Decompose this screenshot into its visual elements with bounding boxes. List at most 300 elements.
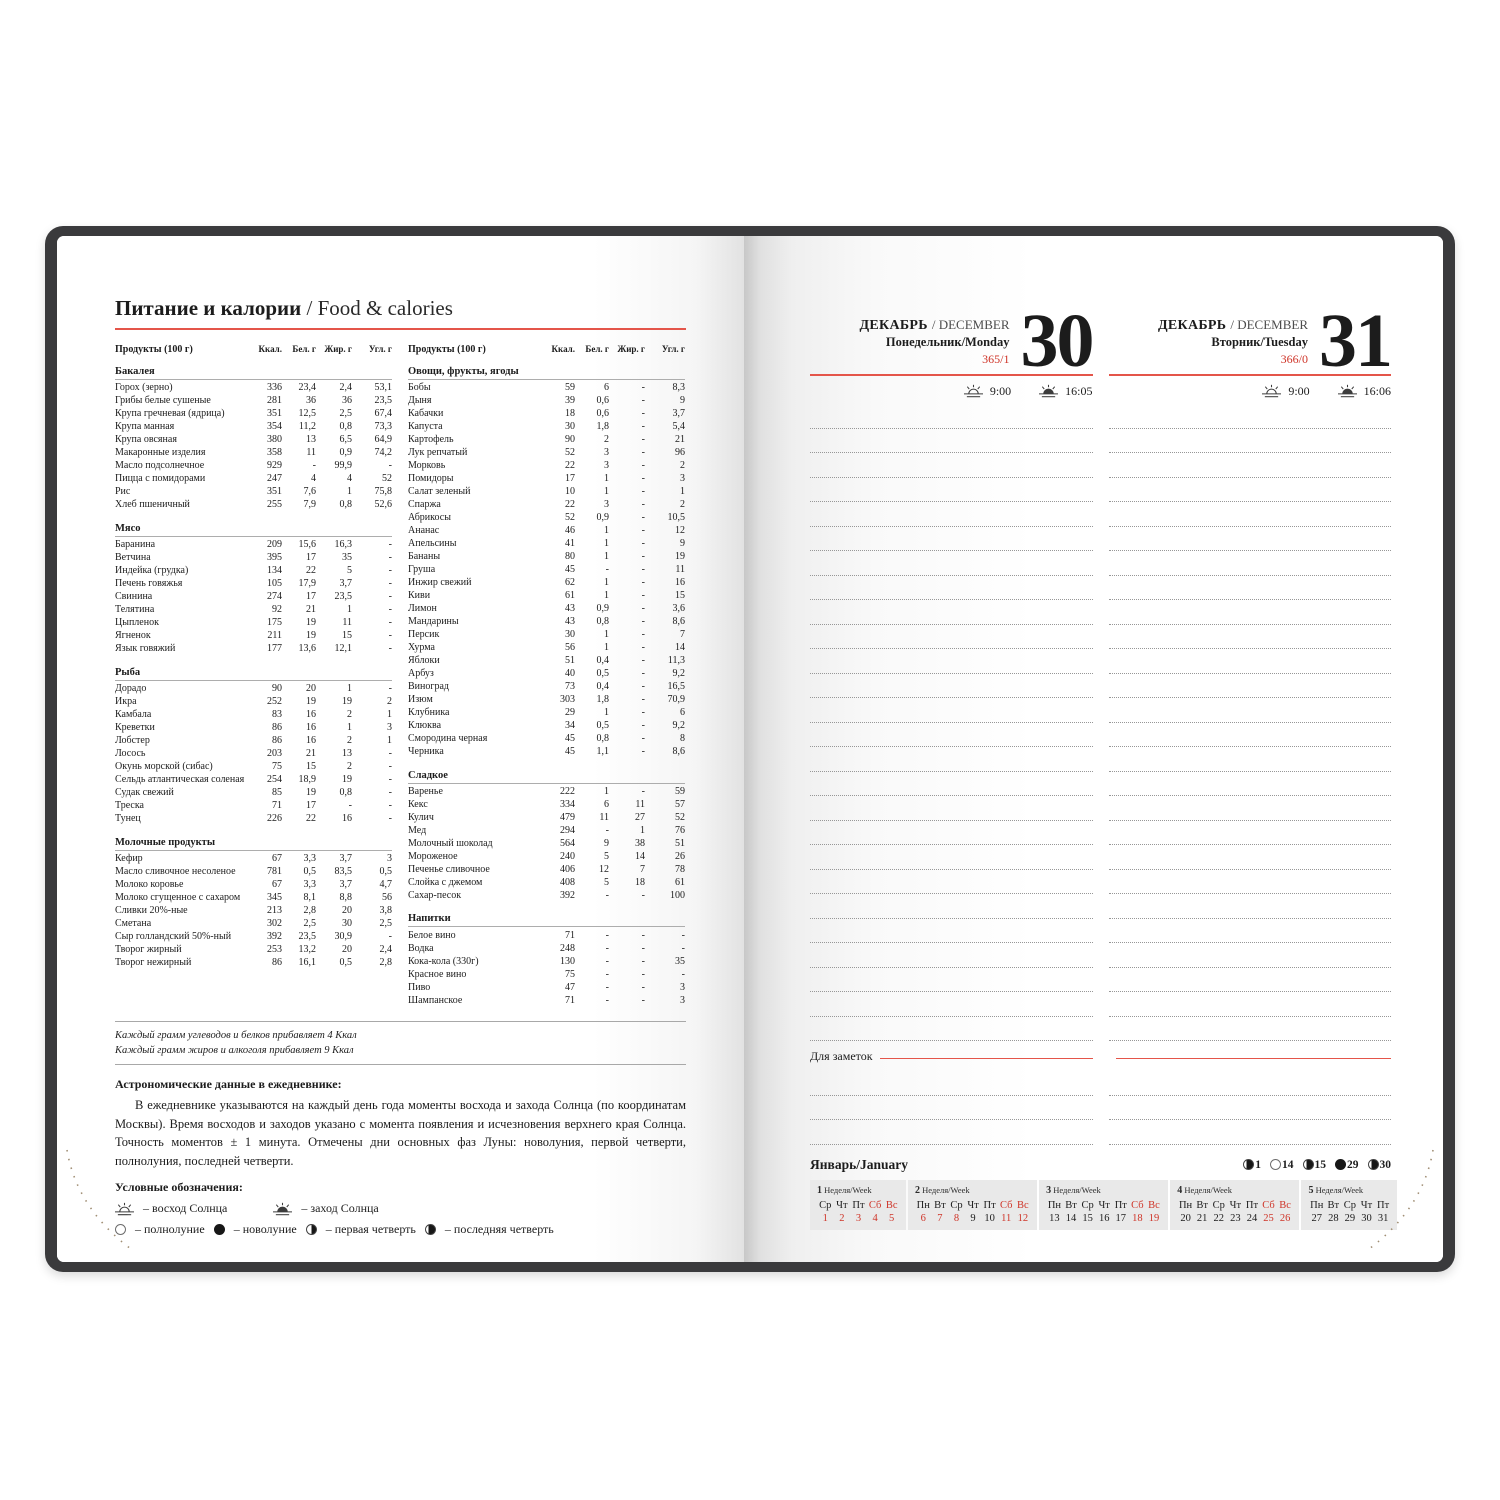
food-value: 395 (267, 552, 282, 564)
note-line (1109, 478, 1392, 503)
food-value: 4 (311, 473, 316, 485)
calendar-day: Чт 2 (836, 1199, 848, 1224)
calendar-day: Пн 6 (916, 1199, 930, 1224)
food-value: 29 (565, 707, 575, 718)
note-line (1109, 747, 1392, 772)
food-name: Абрикосы (408, 512, 451, 524)
food-value: 13,2 (298, 943, 316, 955)
food-row (115, 486, 392, 499)
food-value: 9,2 (672, 719, 685, 731)
food-value: 22 (306, 812, 316, 824)
col-protein-header: Бел. г (585, 344, 609, 354)
food-value: 0,8 (596, 732, 609, 744)
food-value: - (605, 955, 609, 967)
col-carb-header: Угл. г (368, 344, 392, 354)
food-value: - (641, 745, 645, 757)
food-value: 78 (675, 863, 685, 875)
food-value: 3,6 (672, 603, 685, 615)
food-row (408, 746, 685, 759)
food-value: 18,9 (298, 773, 316, 785)
food-value: 2 (680, 499, 685, 511)
food-table-header (408, 344, 685, 355)
food-value: - (641, 434, 645, 446)
food-value: 336 (267, 382, 282, 394)
food-name: Молоко коровье (115, 878, 184, 890)
food-value: 12 (599, 863, 609, 875)
calendar-day: Пн 27 (1310, 1199, 1324, 1224)
food-name: Треска (115, 799, 144, 811)
food-value: 4,7 (379, 878, 392, 890)
col-carb-header: Угл. г (661, 344, 685, 354)
food-value: 15 (306, 761, 316, 772)
weekday-label: Вторник/Tuesday (1211, 335, 1308, 349)
food-row (115, 748, 392, 761)
food-value: 23,5 (298, 930, 316, 942)
food-value: 175 (267, 617, 282, 629)
calendar-day: Вт 7 (934, 1199, 946, 1224)
note-line (1109, 1120, 1392, 1145)
calendar-day: Сб 25 (1262, 1199, 1275, 1224)
food-name: Водка (408, 942, 434, 954)
calendar-grid (810, 1180, 1391, 1230)
moon-phase-item: 30 (1368, 1159, 1392, 1171)
col-fat-header: Жир. г (617, 344, 645, 354)
food-value: 10,5 (667, 512, 685, 524)
food-value: 8,6 (672, 745, 685, 757)
food-value: 0,5 (303, 865, 316, 877)
food-value: 2 (604, 434, 609, 446)
food-value: 3,7 (339, 578, 352, 590)
day-header (1109, 296, 1392, 383)
food-value: 3 (387, 722, 392, 734)
moon-phase-item: 15 (1303, 1159, 1327, 1171)
food-row (408, 850, 685, 863)
note-line (810, 1071, 1093, 1096)
food-row (115, 696, 392, 709)
food-value: - (641, 512, 645, 524)
col-product-header: Продукты (100 г) (115, 344, 193, 355)
calendar-day: Вт 21 (1196, 1199, 1208, 1224)
food-value: 781 (267, 865, 282, 877)
food-name: Грибы белые сушеные (115, 395, 211, 407)
month-label: ДЕКАБРЬ / DECEMBER (1157, 317, 1308, 333)
food-name: Арбуз (408, 668, 434, 680)
food-row (115, 879, 392, 892)
food-value: 46 (565, 525, 575, 537)
food-value: - (605, 824, 609, 836)
calendar-day: Ср 15 (1081, 1199, 1094, 1224)
food-value: - (605, 929, 609, 941)
week-number-label: 5 Неделя/Week (1308, 1184, 1364, 1196)
food-value: 19 (306, 630, 316, 642)
food-value: 3,7 (339, 878, 352, 890)
food-name: Капуста (408, 421, 443, 433)
note-line (1109, 429, 1392, 454)
food-value: - (641, 994, 645, 1006)
food-value: 1 (604, 538, 609, 550)
food-value: 52 (382, 473, 392, 485)
food-value: 17 (306, 552, 316, 564)
notes-red-line (880, 1058, 1093, 1059)
note-line (1109, 453, 1392, 478)
food-name: Камбала (115, 709, 152, 721)
food-value: 1 (387, 709, 392, 721)
food-value: 86 (272, 735, 282, 747)
food-value: 211 (267, 630, 282, 642)
food-value: 43 (565, 603, 575, 615)
legend-first-quarter-label: – первая четверть (325, 1222, 416, 1237)
food-value: 19 (306, 786, 316, 798)
note-line (1109, 600, 1392, 625)
food-value: 11,3 (667, 655, 685, 667)
calendar-day: Вс 5 (885, 1199, 898, 1224)
calendar-day: Пт 10 (983, 1199, 996, 1224)
food-value: - (641, 629, 645, 641)
food-value: 203 (267, 748, 282, 760)
food-value: 30 (565, 421, 575, 433)
food-name: Изюм (408, 694, 433, 706)
day-header-text (1109, 316, 1320, 370)
food-value: - (641, 889, 645, 901)
food-value: 27 (635, 811, 645, 823)
food-value: 392 (560, 889, 575, 901)
food-name: Кефир (115, 852, 143, 864)
food-value: 13 (342, 748, 352, 760)
food-row (408, 512, 685, 525)
food-name: Крупа овсяная (115, 434, 177, 446)
food-row (408, 408, 685, 421)
col-protein-header: Бел. г (292, 344, 316, 354)
moon-phase-icon (1270, 1159, 1281, 1170)
month-label: ДЕКАБРЬ / DECEMBER (859, 317, 1010, 333)
food-value: 0,9 (596, 603, 609, 615)
food-row (115, 539, 392, 552)
food-value: - (388, 799, 392, 811)
day-number: 30 (1020, 299, 1093, 383)
food-value: - (641, 642, 645, 654)
food-value: 12,5 (298, 408, 316, 420)
food-value: 71 (272, 799, 282, 811)
day-header (810, 296, 1093, 383)
food-value: 0,9 (596, 512, 609, 524)
food-value: 22 (306, 565, 316, 577)
ruled-notes-area (810, 404, 1093, 1041)
food-row (408, 799, 685, 812)
food-name: Бананы (408, 551, 441, 563)
food-value: - (388, 591, 392, 603)
food-name: Творог нежирный (115, 956, 192, 968)
notes-row (1109, 1041, 1392, 1071)
calendar-week-cell (1170, 1180, 1299, 1230)
food-value: 929 (267, 460, 282, 472)
note-line (1109, 796, 1392, 821)
last-quarter-icon (425, 1224, 436, 1235)
food-name: Инжир свежий (408, 577, 472, 589)
food-value: 3 (680, 994, 685, 1006)
food-row (408, 837, 685, 850)
food-value: - (605, 564, 609, 576)
food-name: Черника (408, 745, 444, 757)
food-row (408, 382, 685, 395)
food-value: 5 (347, 565, 352, 577)
food-section-heading: Рыба (115, 667, 392, 681)
food-value: 2,5 (303, 917, 316, 929)
food-value: - (641, 460, 645, 472)
food-name: Клюква (408, 719, 442, 731)
food-value: - (388, 748, 392, 760)
food-row (408, 863, 685, 876)
calendar-day: Сб 18 (1131, 1199, 1144, 1224)
calendar-day: Пн 20 (1178, 1199, 1193, 1224)
page-title (115, 296, 686, 330)
week-number-label: 1 Неделя/Week (817, 1184, 872, 1196)
food-value: 351 (267, 408, 282, 420)
food-value: 8,6 (672, 616, 685, 628)
food-value: 20 (342, 904, 352, 916)
food-row (408, 825, 685, 838)
food-value: 302 (267, 917, 282, 929)
food-value: 2,8 (379, 956, 392, 968)
food-value: 86 (272, 956, 282, 968)
sunset-icon (1338, 384, 1357, 398)
food-value: 36 (342, 395, 352, 407)
week-number-label: 4 Неделя/Week (1177, 1184, 1232, 1196)
food-value: 76 (675, 824, 685, 836)
food-value: 96 (675, 447, 685, 459)
first-quarter-icon (306, 1224, 317, 1235)
sunrise-icon (1262, 384, 1281, 398)
food-value: - (641, 681, 645, 693)
food-value: 1 (604, 486, 609, 498)
food-row (115, 722, 392, 735)
week-number-label: 3 Неделя/Week (1046, 1184, 1101, 1196)
sunset-time: 16:05 (1065, 383, 1093, 398)
astro-paragraph: В ежедневнике указываются на каждый день года моменты восхода и захода Солнца (по координатам Москвы). Время восходов и заходов указано с момента появления и исчезновения верхнего края Солнца. Точность моментов ± 1 минута. Отмечены дни основных фаз Луны: новолуния, первой четверти, полнолуния, последней четверти. (115, 1098, 686, 1168)
food-section-heading: Молочные продукты (115, 837, 392, 851)
food-value: 34 (565, 719, 575, 731)
food-name: Свинина (115, 591, 153, 603)
food-row (408, 812, 685, 825)
food-value: - (605, 942, 609, 954)
food-value: 83 (272, 709, 282, 721)
note-line (810, 968, 1093, 993)
food-value: - (388, 460, 392, 472)
food-row (408, 889, 685, 902)
food-row (115, 499, 392, 512)
food-value: 247 (267, 473, 282, 485)
food-value: 1 (604, 629, 609, 641)
food-name: Горох (зерно) (115, 382, 173, 394)
food-name: Язык говяжий (115, 643, 176, 655)
note-line (810, 576, 1093, 601)
food-value: - (388, 930, 392, 942)
notes-red-line (1116, 1058, 1392, 1059)
food-value: - (641, 486, 645, 498)
calendar-day: Чт 9 (967, 1199, 979, 1224)
food-value: - (681, 929, 685, 941)
food-value: 15 (675, 590, 685, 602)
food-value: 255 (267, 499, 282, 511)
day-counter: 366/0 (1280, 352, 1308, 366)
food-value: 11 (342, 617, 352, 629)
food-value: 6 (680, 707, 685, 718)
food-value: 358 (267, 447, 282, 459)
food-value: 57 (675, 798, 685, 810)
food-value: 8,3 (672, 382, 685, 394)
calendar-day: Сб 11 (999, 1199, 1013, 1224)
col-product-header: Продукты (100 г) (408, 344, 486, 355)
food-row (408, 473, 685, 486)
food-value: 36 (306, 395, 316, 407)
note-line (1109, 625, 1392, 650)
food-name: Салат зеленый (408, 486, 471, 498)
day-header-text (810, 316, 1021, 370)
food-row (115, 395, 392, 408)
food-value: 1,8 (596, 421, 609, 433)
food-value: 1 (604, 551, 609, 563)
food-value: 254 (267, 773, 282, 785)
food-row (408, 460, 685, 473)
calendar-day: Вт 28 (1327, 1199, 1340, 1224)
food-value: 6,5 (339, 434, 352, 446)
food-name: Киви (408, 590, 431, 602)
food-name: Индейка (грудка) (115, 565, 189, 577)
legend-full-moon-label: – полнолуние (135, 1222, 205, 1237)
food-value: 99,9 (334, 460, 352, 472)
food-value: 0,5 (596, 668, 609, 680)
note-line (810, 1017, 1093, 1042)
food-row (408, 538, 685, 551)
sunrise-icon (964, 384, 983, 398)
food-value: 52 (675, 811, 685, 823)
food-name: Телятина (115, 604, 155, 616)
food-value: 1 (347, 683, 352, 695)
food-value: 39 (565, 395, 575, 407)
food-value: 1 (604, 525, 609, 537)
food-value: 345 (267, 891, 282, 903)
food-value: 59 (675, 785, 685, 797)
moon-phase-icon (1243, 1159, 1254, 1170)
food-value: 334 (560, 798, 575, 810)
food-value: - (641, 421, 645, 433)
food-value: 19 (306, 617, 316, 629)
note-line (810, 625, 1093, 650)
calendar-day: Ср 22 (1212, 1199, 1225, 1224)
food-value: 59 (565, 382, 575, 394)
food-value: - (388, 786, 392, 798)
calendar-day: Ср 8 (950, 1199, 963, 1224)
food-value: 2,4 (379, 943, 392, 955)
food-value: 22 (565, 460, 575, 472)
calendar-day: Сб 4 (868, 1199, 882, 1224)
food-name: Тунец (115, 812, 141, 824)
note-line (1109, 870, 1392, 895)
food-value: 71 (565, 994, 575, 1006)
food-value: 274 (267, 591, 282, 603)
food-name: Лук репчатый (408, 447, 468, 459)
food-value: - (641, 473, 645, 485)
moon-phase-item: 14 (1270, 1159, 1294, 1171)
food-value: 17 (306, 591, 316, 603)
calendar-day: Вс 19 (1148, 1199, 1160, 1224)
food-value: 222 (560, 785, 575, 797)
food-value: 9 (680, 538, 685, 550)
food-name: Варенье (408, 785, 443, 797)
food-value: 7,6 (303, 486, 316, 498)
food-row (408, 968, 685, 981)
calendar-title: Январь/January (810, 1156, 908, 1172)
food-name: Дыня (408, 395, 432, 407)
food-value: 5 (604, 876, 609, 888)
food-value: 30 (565, 629, 575, 641)
food-value: 2,5 (379, 917, 392, 929)
food-value: 2,5 (339, 408, 352, 420)
food-value: 479 (560, 811, 575, 823)
food-value: 67 (272, 852, 282, 864)
food-name: Ягненок (115, 630, 151, 642)
food-name: Спаржа (408, 499, 441, 511)
food-name: Цыпленок (115, 617, 159, 629)
food-value: 52 (565, 512, 575, 524)
food-row (408, 564, 685, 577)
ruled-notes-area (1109, 404, 1392, 1041)
food-value: 5,4 (672, 421, 685, 433)
food-row (408, 395, 685, 408)
food-value: 75 (272, 761, 282, 772)
food-value: 0,8 (339, 421, 352, 433)
food-value: 1 (347, 486, 352, 498)
food-row (408, 421, 685, 434)
calendar-day: Чт 16 (1098, 1199, 1110, 1224)
food-value: - (641, 655, 645, 667)
food-value: 0,8 (339, 499, 352, 511)
food-value: 11,2 (298, 421, 316, 433)
food-row (115, 460, 392, 473)
food-value: 41 (565, 538, 575, 550)
food-value: 67 (272, 878, 282, 890)
food-value: 43 (565, 616, 575, 628)
food-value: 22 (565, 499, 575, 511)
food-value: - (605, 981, 609, 993)
food-value: - (641, 538, 645, 550)
food-row (115, 735, 392, 748)
calendar-day: Пт 17 (1114, 1199, 1127, 1224)
food-row (408, 629, 685, 642)
sunset-icon (1039, 384, 1058, 398)
food-value: 392 (267, 930, 282, 942)
food-value: 83,5 (334, 865, 352, 877)
food-value: 11 (675, 564, 685, 576)
page-title-ru: Питание и калории (115, 296, 302, 320)
food-value: - (641, 447, 645, 459)
food-value: - (641, 694, 645, 706)
food-row (408, 733, 685, 746)
calendar-week-cell (908, 1180, 1037, 1230)
food-value: 1 (680, 486, 685, 498)
food-name: Лосось (115, 748, 146, 760)
note-line (810, 698, 1093, 723)
food-value: 130 (560, 955, 575, 967)
food-value: - (641, 929, 645, 941)
food-value: 56 (382, 891, 392, 903)
food-value: - (605, 968, 609, 980)
food-value: 2 (347, 709, 352, 721)
food-value: 11 (599, 811, 609, 823)
food-value: - (388, 630, 392, 642)
note-line (810, 429, 1093, 454)
food-value: 16 (675, 577, 685, 589)
new-moon-icon (214, 1224, 225, 1235)
